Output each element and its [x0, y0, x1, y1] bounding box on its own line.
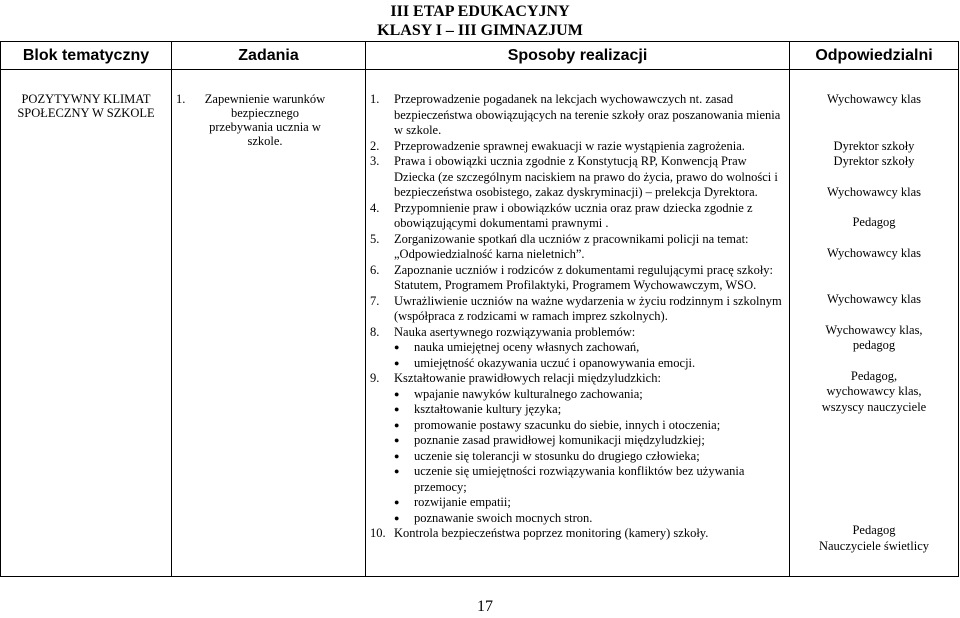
- item-text: Zapoznanie uczniów i rodziców z dokumentami regulującymi pracę szkoły: Statutem, Programem Profilaktyki, Programem Wychowawczym, WSO.: [394, 262, 774, 292]
- responsible-entry: Dyrektor szkoły: [833, 138, 915, 153]
- task-cell: [172, 70, 366, 577]
- item-text: uczenie się tolerancji w stosunku do drugiego człowieka;: [414, 448, 700, 463]
- item-text: Kontrola bezpieczeństwa poprzez monitoring (kamery) szkoły.: [394, 526, 709, 540]
- list-item: [368, 325, 783, 341]
- item-number: 4.: [370, 200, 380, 215]
- list-item: [368, 294, 783, 325]
- item-text: Przeprowadzenie pogadanek na lekcjach wychowawczych nt. zasad bezpieczeństwa obowiązujących na terenie szkoły oraz poszanowania mienia w szkole.: [394, 92, 781, 137]
- bullet-icon: ●: [394, 404, 400, 414]
- bullet-icon: ●: [394, 357, 400, 368]
- item-number: 5.: [370, 231, 380, 246]
- item-text: promowanie postawy szacunku do siebie, innych i otoczenia;: [414, 417, 721, 432]
- bullet-item: [392, 356, 783, 372]
- column-header-block: Blok tematyczny: [1, 42, 172, 70]
- item-number: 3.: [370, 154, 380, 168]
- item-number: 9.: [370, 371, 380, 385]
- bullet-item: [392, 449, 783, 465]
- responsible-entry: Pedagog: [852, 215, 896, 229]
- bullet-icon: ●: [394, 342, 400, 352]
- responsible-entry: Wychowawcy klas: [826, 245, 921, 260]
- bullet-item: [392, 511, 783, 527]
- item-number: 6.: [370, 262, 380, 277]
- item-text: poznawanie swoich mocnych stron.: [414, 510, 593, 525]
- item-text: Przypomnienie praw i obowiązków ucznia oraz praw dziecka zgodnie z obowiązującymi dokumentami prawnymi .: [394, 200, 753, 230]
- list-item: [368, 139, 783, 155]
- item-number: 2.: [370, 138, 380, 153]
- responsible-entry: Wychowawcy klas: [826, 292, 921, 306]
- list-item: [368, 371, 783, 387]
- bullet-icon: ●: [394, 497, 400, 507]
- responsible-entry: Wychowawcy klas: [826, 184, 921, 199]
- responsible-entry: wychowawcy klas,: [826, 384, 922, 398]
- bullet-icon: ●: [394, 419, 400, 430]
- methods-cell: [366, 70, 790, 577]
- bullet-icon: ●: [394, 450, 400, 461]
- item-text: Uwrażliwienie uczniów na ważne wydarzenia w życiu rodzinnym i szkolnym (współpraca z rodzicami w ramach imprez szkolnych).: [394, 293, 782, 323]
- item-number: 7.: [370, 293, 380, 308]
- responsible-entry: Pedagog: [852, 523, 896, 537]
- document-title: III ETAP EDUKACYJNY: [390, 3, 570, 20]
- bullet-icon: ●: [394, 435, 400, 445]
- item-text: kształtowanie kultury języka;: [414, 402, 562, 416]
- task-text: Zapewnienie warunków bezpiecznego przebywania ucznia w szkole.: [204, 92, 326, 148]
- bullet-icon: ●: [394, 512, 400, 523]
- item-text: Nauka asertywnego rozwiązywania problemów:: [394, 324, 636, 339]
- list-item: [368, 201, 783, 232]
- responsible-entry: Wychowawcy klas,: [825, 322, 923, 337]
- responsible-cell: [790, 70, 959, 577]
- list-item: [368, 526, 783, 542]
- bullet-icon: ●: [394, 466, 400, 476]
- column-header-tasks: Zadania: [172, 42, 366, 70]
- table-row: [1, 70, 959, 577]
- item-text: rozwijanie empatii;: [414, 495, 511, 509]
- bullet-item: [392, 387, 783, 403]
- bullet-item: [392, 495, 783, 511]
- responsible-entry: Nauczyciele świetlicy: [818, 538, 930, 553]
- table-header-row: [1, 42, 959, 70]
- item-text: Kształtowanie prawidłowych relacji międzyludzkich:: [394, 371, 661, 385]
- item-text: Zorganizowanie spotkań dla uczniów z pracownikami policji na temat: „Odpowiedzialność karna nieletnich”.: [394, 231, 749, 261]
- responsible-entry: Pedagog,: [850, 368, 898, 383]
- bullet-item: [392, 464, 783, 495]
- item-text: Prawa i obowiązki ucznia zgodnie z Konstytucją RP, Konwencją Praw Dziecka (ze szczególnym naciskiem na prawo do życia, prawo do wolności i bezpieczeństwa osobistego, zakaz dyskryminacji) – prelekcja Dyrektora.: [394, 154, 778, 199]
- column-header-responsible: Odpowiedzialni: [790, 42, 959, 70]
- item-number: 1.: [370, 92, 380, 106]
- responsible-entry: wszyscy nauczyciele: [821, 399, 927, 414]
- item-text: wpajanie nawyków kulturalnego zachowania;: [414, 386, 643, 401]
- bullet-item: [392, 402, 783, 418]
- item-text: umiejętność okazywania uczuć i opanowywania emocji.: [414, 355, 696, 370]
- responsible-entry: Dyrektor szkoły: [833, 154, 915, 168]
- bullet-item: [392, 433, 783, 449]
- item-text: Przeprowadzenie sprawnej ewakuacji w razie wystąpienia zagrożenia.: [394, 138, 745, 153]
- list-item: [368, 232, 783, 263]
- program-table: [0, 41, 959, 577]
- bullet-item: [392, 340, 783, 356]
- list-item: [368, 92, 783, 139]
- bullet-item: [392, 418, 783, 434]
- block-cell: POZYTYWNY KLIMAT SPOŁECZNY W SZKOLE: [1, 70, 172, 577]
- page-number: 17: [477, 598, 493, 615]
- document-subtitle: KLASY I – III GIMNAZJUM: [377, 22, 583, 39]
- responsible-entry: Wychowawcy klas: [826, 92, 921, 106]
- item-text: poznanie zasad prawidłowej komunikacji międzyludzkiej;: [414, 433, 705, 447]
- column-header-methods: Sposoby realizacji: [366, 42, 790, 70]
- responsible-entry: pedagog: [852, 338, 896, 352]
- item-number: 8.: [370, 324, 380, 339]
- list-item: [368, 263, 783, 294]
- task-number: 1.: [176, 92, 186, 106]
- list-item: [368, 154, 783, 201]
- bullet-icon: ●: [394, 388, 400, 399]
- item-text: nauka umiejętnej oceny własnych zachowań,: [414, 340, 640, 354]
- item-number: 10.: [370, 526, 386, 540]
- item-text: uczenie się umiejętności rozwiązywania konfliktów bez używania przemocy;: [414, 464, 745, 494]
